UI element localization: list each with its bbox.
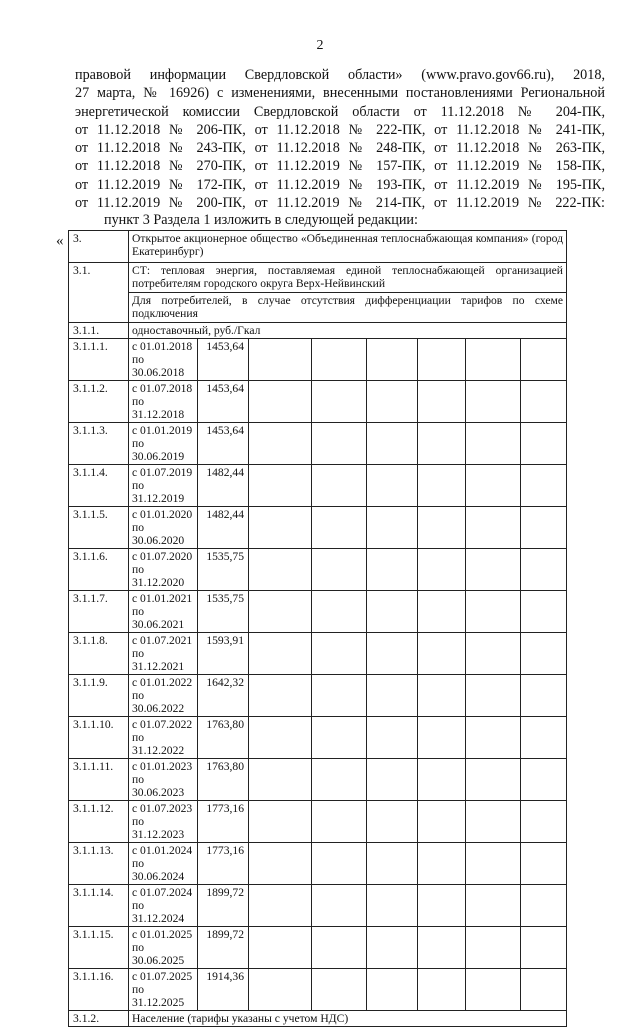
period-line: 31.12.2019 [132,492,185,505]
empty-cell [312,759,367,801]
population-description: Население (тарифы указаны с учетом НДС) [129,1011,567,1027]
empty-cell [249,843,312,885]
row-number: 3.1.1.11. [69,759,129,801]
empty-cell [367,801,418,843]
period-line: 30.06.2020 [132,534,185,547]
empty-cell [418,801,466,843]
tariff-row [69,633,567,675]
period [129,633,198,675]
empty-cell [521,717,567,759]
empty-cell [418,969,466,1011]
empty-cell [521,927,567,969]
empty-cell [249,717,312,759]
period-line: 30.06.2025 [132,954,185,967]
population-row [69,1011,567,1027]
tariff-row [69,591,567,633]
empty-cell [466,969,521,1011]
period [129,549,198,591]
paragraph-line: 27 марта, № 16926) с изменениями, внесенными постановлениями Региональной [75,85,605,102]
tariff-row [69,339,567,381]
empty-cell [312,549,367,591]
empty-cell [367,843,418,885]
period-line: 31.12.2023 [132,828,185,841]
tariff-row [69,423,567,465]
empty-cell [249,675,312,717]
empty-cell [312,885,367,927]
empty-cell [312,465,367,507]
empty-cell [418,927,466,969]
paragraph-line: от 11.12.2018 № 243-ПК, от 11.12.2018 № 248-ПК, от 11.12.2018 № 263-ПК, [75,140,605,157]
empty-cell [466,465,521,507]
period-line: 31.12.2022 [132,744,185,757]
empty-cell [521,339,567,381]
period [129,927,198,969]
tariff-row [69,801,567,843]
tariff-value: 1453,64 [198,381,249,423]
amendment-instruction: пункт 3 Раздела 1 изложить в следующей редакции: [104,212,418,228]
paragraph-line: от 11.12.2018 № 270-ПК, от 11.12.2019 № 157-ПК, от 11.12.2019 № 158-ПК, [75,158,605,175]
st-description: СТ: тепловая энергия, поставляемая единой теплоснабжающей организацией потребителям городского округа Верх-Нейвинский [129,263,567,293]
org-name: Открытое акционерное общество «Объединенная теплоснабжающая компания» (город Екатеринбург) [129,231,567,263]
period-line: с 01.01.2023 по [132,760,193,786]
empty-cell [521,759,567,801]
empty-cell [466,549,521,591]
empty-cell [521,885,567,927]
period-line: с 01.01.2024 по [132,844,193,870]
empty-cell [466,843,521,885]
row-number: 3.1.1.7. [69,591,129,633]
empty-cell [367,675,418,717]
empty-cell [312,381,367,423]
period [129,675,198,717]
tariff-value: 1763,80 [198,759,249,801]
row-number: 3.1.1.2. [69,381,129,423]
empty-cell [418,339,466,381]
row-number: 3.1.1.3. [69,423,129,465]
empty-cell [418,759,466,801]
row-number: 3.1.1.1. [69,339,129,381]
period-line: с 01.01.2018 по [132,340,193,366]
tariff-row [69,549,567,591]
tariff-row [69,969,567,1011]
period-line: с 01.07.2020 по [132,550,193,576]
empty-cell [312,801,367,843]
empty-cell [312,675,367,717]
empty-cell [249,801,312,843]
empty-cell [418,675,466,717]
tariff-value: 1535,75 [198,591,249,633]
empty-cell [249,927,312,969]
period-line: с 01.07.2024 по [132,886,193,912]
empty-cell [367,759,418,801]
period [129,843,198,885]
period-line: с 01.07.2021 по [132,634,193,660]
tariff-row [69,507,567,549]
tariff-row [69,843,567,885]
org-number: 3. [69,231,129,263]
row-number: 3.1.1.13. [69,843,129,885]
tariff-value: 1773,16 [198,843,249,885]
empty-cell [367,969,418,1011]
period-line: с 01.07.2023 по [132,802,193,828]
empty-cell [418,843,466,885]
empty-cell [466,675,521,717]
row-number: 3.1.1.15. [69,927,129,969]
empty-cell [312,969,367,1011]
row-number: 3.1.1.9. [69,675,129,717]
rate-number: 3.1.1. [69,323,129,339]
empty-cell [466,717,521,759]
period-line: 31.12.2025 [132,996,185,1009]
empty-cell [466,423,521,465]
period-line: с 01.07.2018 по [132,382,193,408]
empty-cell [418,717,466,759]
period-line: с 01.07.2022 по [132,718,193,744]
empty-cell [418,465,466,507]
st-number: 3.1. [69,263,129,323]
empty-cell [367,423,418,465]
empty-cell [521,465,567,507]
tariff-value: 1914,36 [198,969,249,1011]
empty-cell [466,759,521,801]
intro-paragraph [75,66,605,212]
tariff-value: 1763,80 [198,717,249,759]
period-line: с 01.01.2025 по [132,928,193,954]
empty-cell [418,549,466,591]
empty-cell [521,843,567,885]
period-line: 30.06.2022 [132,702,185,715]
tariff-value: 1642,32 [198,675,249,717]
empty-cell [521,381,567,423]
empty-cell [312,843,367,885]
paragraph-line: от 11.12.2019 № 172-ПК, от 11.12.2019 № 193-ПК, от 11.12.2019 № 195-ПК, [75,176,605,193]
empty-cell [466,885,521,927]
period-line: с 01.07.2025 по [132,970,193,996]
empty-cell [249,507,312,549]
empty-cell [367,507,418,549]
empty-cell [312,591,367,633]
empty-cell [521,549,567,591]
empty-cell [521,591,567,633]
period-line: 30.06.2019 [132,450,185,463]
empty-cell [367,717,418,759]
period [129,969,198,1011]
empty-cell [249,591,312,633]
period-line: с 01.01.2019 по [132,424,193,450]
empty-cell [367,465,418,507]
period [129,591,198,633]
empty-cell [521,801,567,843]
tariff-value: 1453,64 [198,423,249,465]
period [129,507,198,549]
paragraph-line: энергетической комиссии Свердловской области от 11.12.2018 № 204-ПК, [75,103,605,120]
tariff-value: 1899,72 [198,885,249,927]
empty-cell [521,507,567,549]
empty-cell [521,633,567,675]
row-number: 3.1.1.10. [69,717,129,759]
empty-cell [466,927,521,969]
empty-cell [466,339,521,381]
empty-cell [367,381,418,423]
paragraph-line: от 11.12.2019 № 200-ПК, от 11.12.2019 № 214-ПК, от 11.12.2019 № 222-ПК: [75,195,605,212]
empty-cell [249,465,312,507]
row-number: 3.1.1.12. [69,801,129,843]
row-number: 3.1.1.8. [69,633,129,675]
empty-cell [249,339,312,381]
period-line: 30.06.2018 [132,366,185,379]
tariff-value: 1453,64 [198,339,249,381]
population-number: 3.1.2. [69,1011,129,1027]
tariff-value: 1593,91 [198,633,249,675]
period [129,759,198,801]
empty-cell [466,801,521,843]
period [129,717,198,759]
period [129,885,198,927]
period-line: 31.12.2018 [132,408,185,421]
period-line: 30.06.2023 [132,786,185,799]
empty-cell [249,381,312,423]
empty-cell [418,423,466,465]
tariff-row [69,927,567,969]
empty-cell [249,423,312,465]
page-number: 2 [316,38,324,53]
consumers-description: Для потребителей, в случае отсутствия дифференциации тарифов по схеме подключения [129,293,567,323]
empty-cell [418,507,466,549]
row-number: 3.1.1.16. [69,969,129,1011]
empty-cell [249,759,312,801]
tariff-table [68,230,567,1027]
tariff-value: 1535,75 [198,549,249,591]
period-line: с 01.01.2022 по [132,676,193,702]
row-number: 3.1.1.14. [69,885,129,927]
tariff-row [69,885,567,927]
empty-cell [312,927,367,969]
empty-cell [249,969,312,1011]
period [129,801,198,843]
empty-cell [249,885,312,927]
empty-cell [521,675,567,717]
row-number: 3.1.1.4. [69,465,129,507]
empty-cell [418,885,466,927]
tariff-row [69,465,567,507]
empty-cell [312,339,367,381]
opening-quote-mark: « [56,233,64,249]
period-line: 31.12.2020 [132,576,185,589]
tariff-row [69,675,567,717]
empty-cell [367,549,418,591]
empty-cell [249,549,312,591]
tariff-value: 1482,44 [198,507,249,549]
empty-cell [418,591,466,633]
empty-cell [312,507,367,549]
empty-cell [466,591,521,633]
period-line: 31.12.2024 [132,912,185,925]
empty-cell [367,633,418,675]
row-number: 3.1.1.6. [69,549,129,591]
period [129,423,198,465]
period [129,465,198,507]
period-line: с 01.01.2020 по [132,508,193,534]
row-number: 3.1.1.5. [69,507,129,549]
period-line: с 01.01.2021 по [132,592,193,618]
paragraph-line: правовой информации Свердловской области» (www.pravo.gov66.ru), 2018, [75,67,605,83]
empty-cell [521,969,567,1011]
empty-cell [418,633,466,675]
empty-cell [466,633,521,675]
period-line: 31.12.2021 [132,660,185,673]
tariff-row [69,759,567,801]
empty-cell [312,423,367,465]
period [129,339,198,381]
tariff-value: 1899,72 [198,927,249,969]
period-line: с 01.07.2019 по [132,466,193,492]
period [129,381,198,423]
empty-cell [466,507,521,549]
empty-cell [312,717,367,759]
tariff-value: 1482,44 [198,465,249,507]
empty-cell [367,339,418,381]
empty-cell [466,381,521,423]
tariff-row [69,717,567,759]
empty-cell [367,885,418,927]
tariff-row [69,381,567,423]
period-line: 30.06.2021 [132,618,185,631]
empty-cell [521,423,567,465]
paragraph-line: от 11.12.2018 № 206-ПК, от 11.12.2018 № 222-ПК, от 11.12.2018 № 241-ПК, [75,121,605,138]
tariff-value: 1773,16 [198,801,249,843]
rate-type: одноставочный, руб./Гкал [129,323,567,339]
empty-cell [249,633,312,675]
empty-cell [367,591,418,633]
empty-cell [367,927,418,969]
empty-cell [418,381,466,423]
empty-cell [312,633,367,675]
period-line: 30.06.2024 [132,870,185,883]
